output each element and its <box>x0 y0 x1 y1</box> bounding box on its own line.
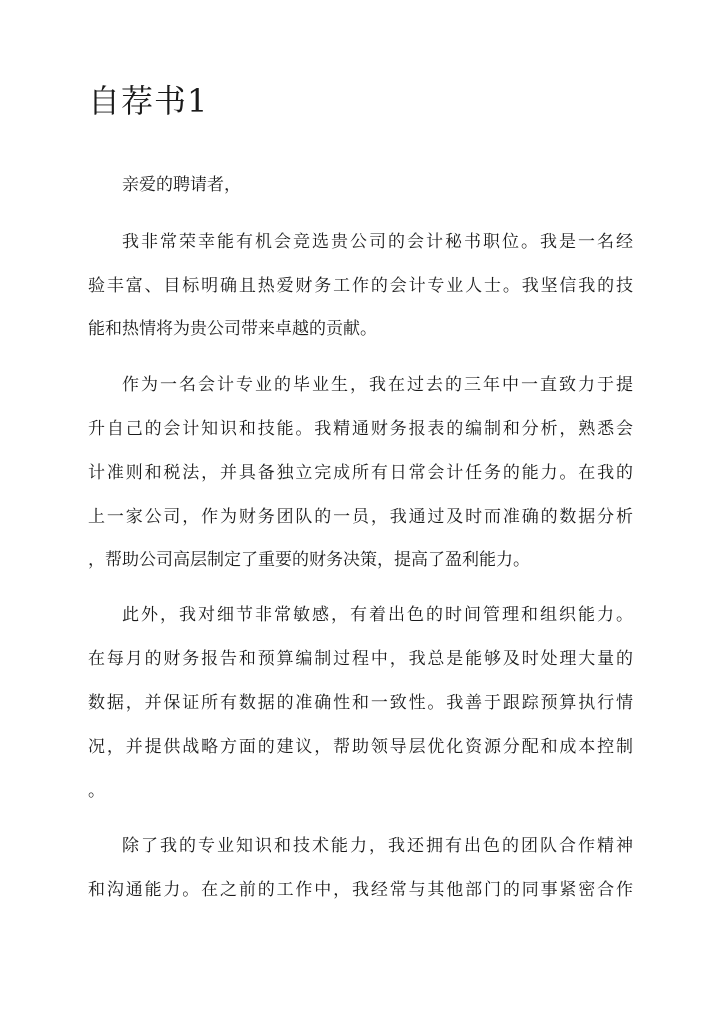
salutation: 亲爱的聘请者， <box>122 175 241 195</box>
paragraph-3-line-1: 此外，我对细节非常敏感，有着出色的时间管理和组织能力。 <box>122 605 633 625</box>
paragraph-3-line-2: 在每月的财务报告和预算编制过程中，我总是能够及时处理大量的 <box>88 649 633 669</box>
paragraph-1-line-2: 验丰富、目标明确且热爱财务工作的会计专业人士。我坚信我的技 <box>88 276 633 296</box>
paragraph-2-line-2: 升自己的会计知识和技能。我精通财务报表的编制和分析，熟悉会 <box>88 419 633 439</box>
paragraph-1-line-1: 我非常荣幸能有机会竞选贵公司的会计秘书职位。我是一名经 <box>122 232 633 252</box>
paragraph-4-line-2: 和沟通能力。在之前的工作中，我经常与其他部门的同事紧密合作 <box>88 880 633 900</box>
paragraph-4-line-1: 除了我的专业知识和技术能力，我还拥有出色的团队合作精神 <box>122 836 633 856</box>
paragraph-3-line-3: 数据，并保证所有数据的准确性和一致性。我善于跟踪预算执行情 <box>88 693 633 713</box>
paragraph-2-line-1: 作为一名会计专业的毕业生，我在过去的三年中一直致力于提 <box>122 375 633 395</box>
paragraph-2-line-4: 上一家公司，作为财务团队的一员，我通过及时而准确的数据分析 <box>88 507 633 527</box>
paragraph-3-line-4: 况，并提供战略方面的建议，帮助领导层优化资源分配和成本控制 <box>88 737 633 757</box>
paragraph-3-line-5: 。 <box>88 781 105 801</box>
paragraph-2-line-5: ，帮助公司高层制定了重要的财务决策，提高了盈利能力。 <box>88 550 530 570</box>
paragraph-1-line-3: 能和热情将为贵公司带来卓越的贡献。 <box>88 319 377 339</box>
paragraph-2-line-3: 计准则和税法，并具备独立完成所有日常会计任务的能力。在我的 <box>88 463 633 483</box>
page-title: 自荐书1 <box>88 82 209 120</box>
